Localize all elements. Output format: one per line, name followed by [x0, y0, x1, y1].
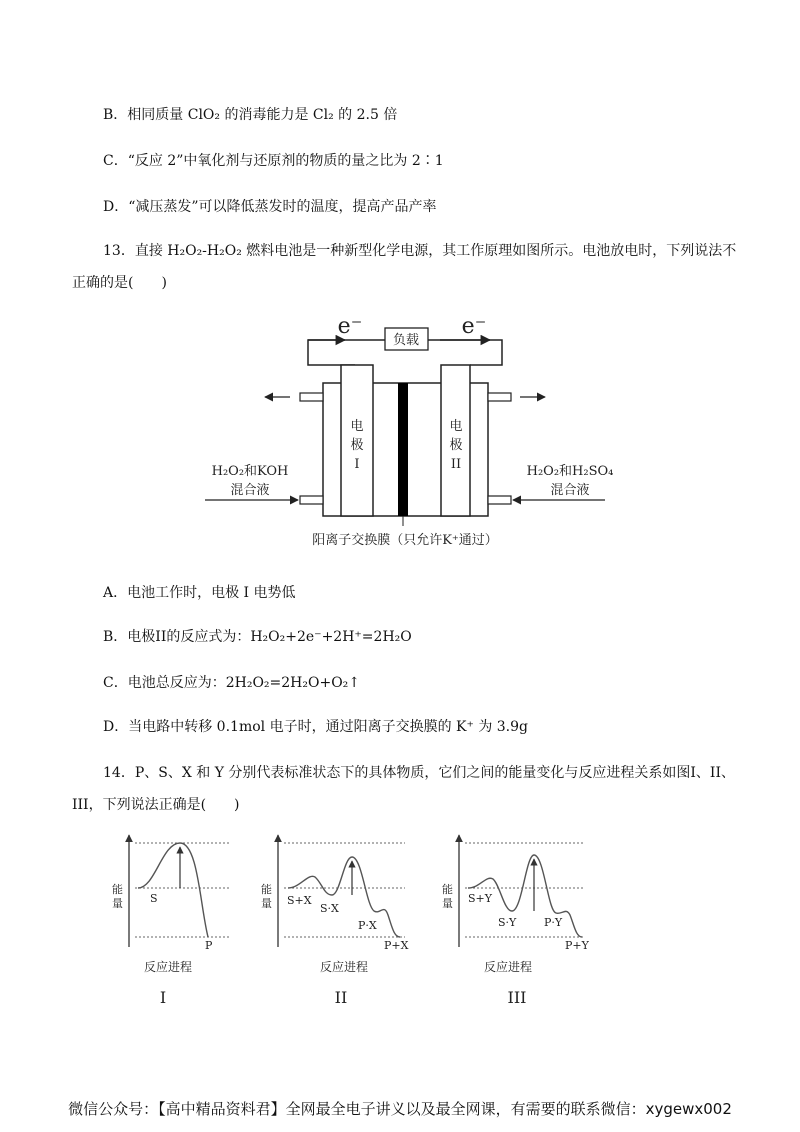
- q14-stem-line2: III，下列说法正确是( ): [72, 797, 240, 813]
- graph2-ylabel-char2: 量: [261, 897, 272, 910]
- graph2-label-px: P+X: [384, 939, 409, 952]
- energy-graph-3: [442, 835, 590, 1007]
- graph1-label-s: S: [150, 892, 158, 905]
- energy-graphs: [0, 825, 800, 1015]
- graph1-label-p: P: [205, 939, 213, 952]
- left-solution-line1: H₂O₂和KOH: [211, 464, 289, 479]
- electron-right: e⁻: [461, 314, 487, 339]
- left-solution-line2: 混合液: [230, 483, 270, 498]
- electrode-1-label: 电: [350, 419, 364, 434]
- fuel-cell-diagram: [0, 300, 800, 560]
- graph2-label-p-dot-x: P·X: [358, 919, 377, 932]
- graph1-ylabel-char2: 量: [112, 897, 123, 910]
- energy-graph-1: [112, 835, 230, 1007]
- q12-option-b: B．相同质量 ClO₂ 的消毒能力是 Cl₂ 的 2.5 倍: [103, 107, 398, 123]
- circuit-wire: [308, 340, 385, 365]
- graph3-xlabel: 反应进程: [483, 960, 533, 974]
- graph3-numeral: III: [507, 988, 527, 1007]
- membrane: [398, 383, 408, 516]
- graph2-label-sx: S+X: [287, 894, 312, 907]
- q13-option-a: A．电池工作时，电极 I 电势低: [103, 585, 296, 601]
- right-solution-line1: H₂O₂和H₂SO₄: [526, 464, 614, 479]
- energy-graph-2: [261, 835, 409, 1007]
- electrode-1-label2: 极: [350, 438, 364, 453]
- q13-option-b: B．电极II的反应式为：H₂O₂+2e⁻+2H⁺=2H₂O: [103, 629, 412, 645]
- graph2-label-s-dot-x: S·X: [320, 902, 339, 915]
- q12-option-c: C．“反应 2”中氧化剂与还原剂的物质的量之比为 2∶1: [103, 153, 444, 169]
- graph3-label-sy: S+Y: [468, 892, 493, 905]
- graph1-numeral: I: [159, 988, 167, 1007]
- graph3-label-p-dot-y: P·Y: [544, 916, 563, 929]
- membrane-label: 阳离子交换膜（只允许K⁺通过）: [312, 533, 498, 548]
- graph3-ylabel-char2: 量: [442, 897, 453, 910]
- graph1-xlabel: 反应进程: [143, 960, 193, 974]
- graph3-ylabel-char1: 能: [442, 883, 453, 896]
- electron-left: e⁻: [337, 314, 363, 339]
- footer-note: 微信公众号：【高中精品资料君】全网最全电子讲义以及最全网课，有需要的联系微信：xygewx002: [68, 1100, 732, 1118]
- graph2-xlabel: 反应进程: [319, 960, 369, 974]
- graph2-ylabel-char1: 能: [261, 883, 272, 896]
- electrode-1-numeral: I: [354, 457, 360, 472]
- right-solution-line2: 混合液: [550, 483, 590, 498]
- q13-stem-line2: 正确的是( ): [72, 275, 167, 291]
- q12-option-d: D．“减压蒸发”可以降低蒸发时的温度，提高产品产率: [103, 199, 437, 215]
- q13-option-c: C．电池总反应为：2H₂O₂=2H₂O+O₂↑: [103, 675, 361, 691]
- graph3-label-py: P+Y: [565, 939, 589, 952]
- q13-option-d: D．当电路中转移 0.1mol 电子时，通过阳离子交换膜的 K⁺ 为 3.9g: [103, 719, 528, 735]
- electrode-2-label: 电: [449, 419, 463, 434]
- electrode-2-label2: 极: [449, 438, 463, 453]
- q14-stem-line1: 14．P、S、X 和 Y 分别代表标准状态下的具体物质，它们之间的能量变化与反应进程关系如图I、II、: [103, 765, 735, 781]
- electrode-2-numeral: II: [450, 457, 462, 472]
- load-label: 负载: [392, 333, 420, 348]
- graph1-ylabel-char1: 能: [112, 883, 123, 896]
- graph2-numeral: II: [334, 988, 348, 1007]
- q13-stem-line1: 13．直接 H₂O₂-H₂O₂ 燃料电池是一种新型化学电源，其工作原理如图所示。电池放电时，下列说法不: [103, 243, 737, 259]
- graph3-label-s-dot-y: S·Y: [498, 916, 517, 929]
